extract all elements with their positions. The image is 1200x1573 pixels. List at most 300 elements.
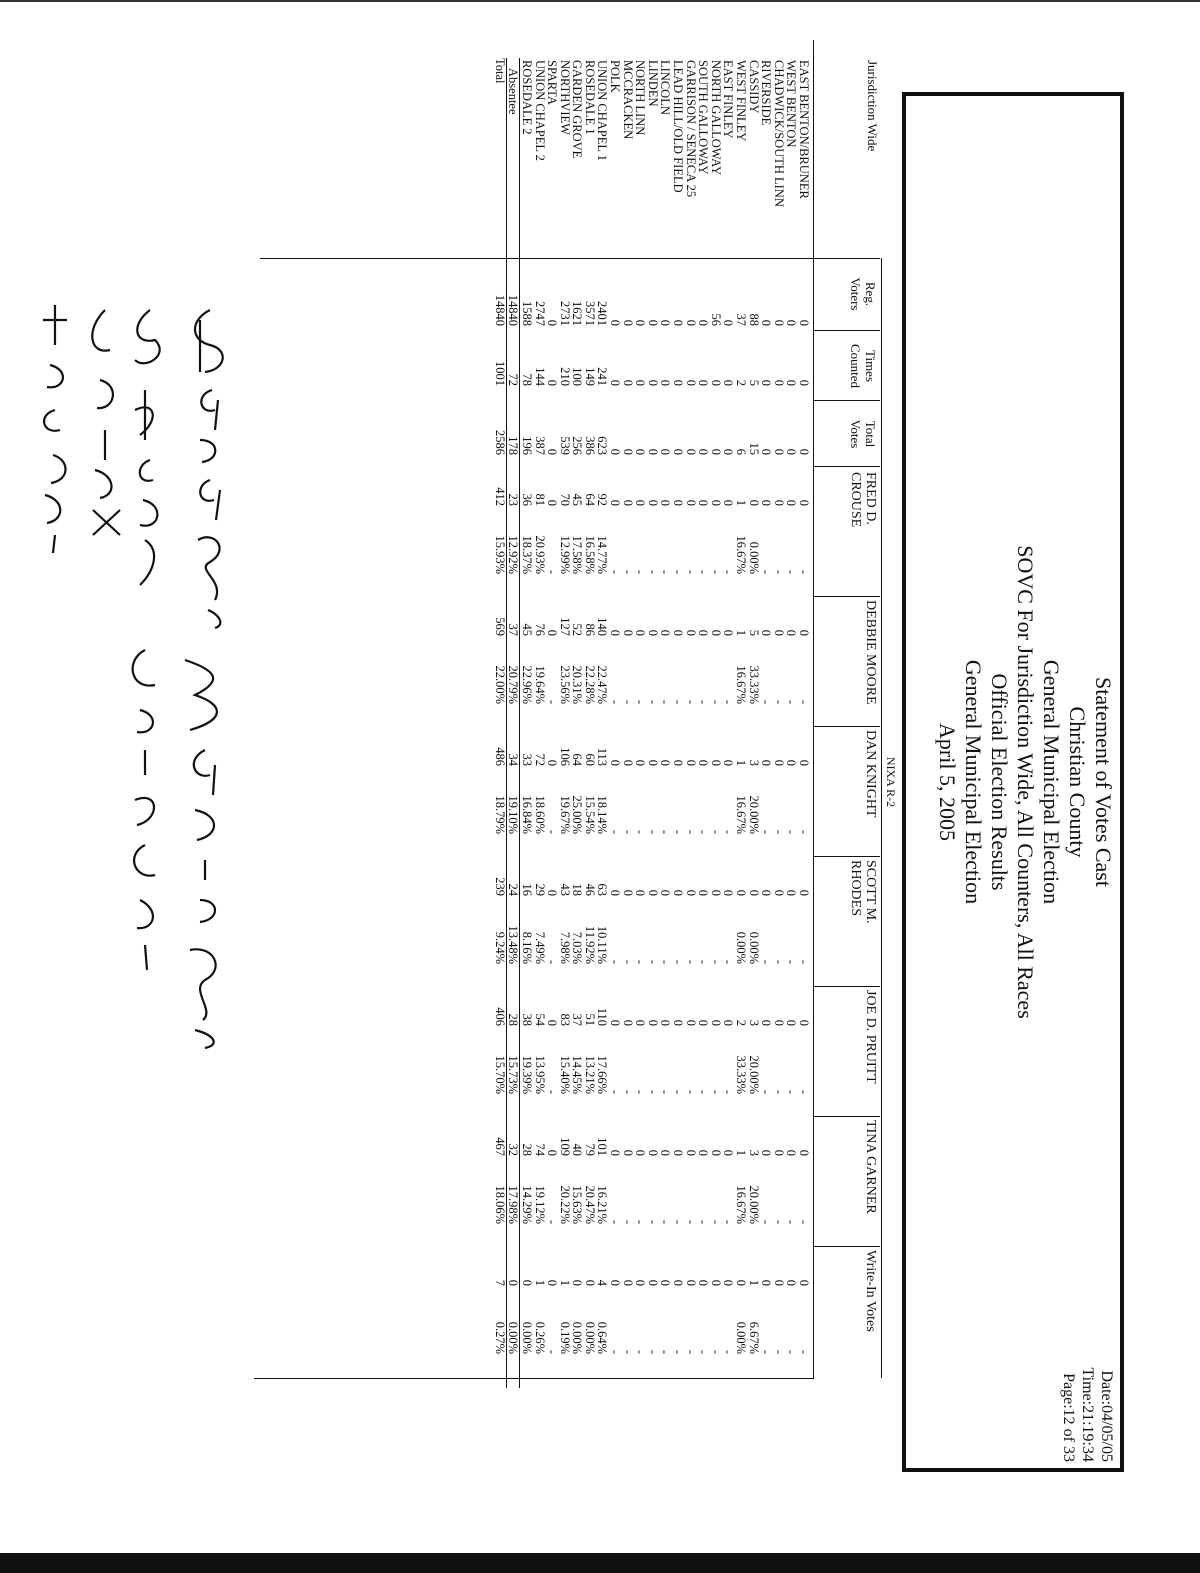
table-row	[734, 58, 747, 1388]
candidate-votes-cell: 0	[608, 1019, 623, 1026]
candidate-votes-cell: 0	[784, 629, 799, 636]
title-line-1: Statement of Votes Cast	[1091, 676, 1116, 887]
candidate-votes-cell: 0	[658, 1149, 673, 1156]
candidate-votes-cell: 0	[671, 629, 686, 636]
times-counted-cell: 149	[582, 367, 597, 386]
candidate-percent-cell: -	[633, 569, 648, 574]
candidate-percent-cell: -	[696, 959, 711, 964]
table-row	[671, 58, 684, 1388]
candidate-header-crouse	[848, 472, 878, 592]
candidate-percent-cell: -	[797, 959, 811, 964]
candidate-votes-cell: 29	[532, 883, 547, 896]
title-line-2: Christian County	[1065, 706, 1090, 858]
candidate-votes-cell: 51	[582, 1013, 597, 1026]
candidate-percent-cell: -	[633, 1219, 648, 1224]
candidate-percent-cell: 0.00%	[734, 1321, 749, 1354]
candidate-header-knight: DAN KNIGHT	[863, 730, 878, 818]
candidate-percent-cell: -	[645, 1349, 660, 1354]
candidate-votes-cell: 0	[759, 629, 774, 636]
candidate-votes-cell: 0	[771, 889, 786, 896]
candidate-votes-cell: 3	[746, 759, 761, 766]
candidate-votes-cell: 0	[771, 1279, 786, 1286]
candidate-votes-cell: 0	[759, 889, 774, 896]
table-row	[772, 58, 785, 1388]
col-rule	[814, 726, 880, 727]
candidate-votes-cell: 37	[506, 623, 521, 636]
candidate-votes-cell: 60	[582, 753, 597, 766]
candidate-percent-cell: 19.67%	[557, 795, 572, 834]
col-rule	[814, 986, 880, 987]
table-row	[760, 58, 773, 1388]
candidate-percent-cell: 0.00%	[746, 931, 761, 964]
candidate-percent-cell: 33.33%	[734, 1055, 749, 1094]
times-counted-cell: 72	[506, 373, 521, 386]
candidate-percent-cell: -	[708, 1089, 723, 1094]
candidate-percent-cell: 14.77%	[595, 535, 610, 574]
candidate-votes-cell: 0	[696, 889, 711, 896]
candidate-header-moore: DEBBIE MOORE	[863, 600, 878, 705]
candidate-votes-cell: 1	[734, 1149, 749, 1156]
total-votes-cell: 0	[645, 448, 660, 455]
candidate-votes-cell: 0	[570, 1279, 585, 1286]
candidate-percent-cell: 15.73%	[506, 1055, 521, 1094]
candidate-percent-cell: -	[683, 699, 698, 704]
candidate-percent-cell: 16.67%	[734, 535, 749, 574]
candidate-percent-cell: 18.06%	[492, 1185, 507, 1224]
total-votes-cell: 178	[506, 436, 521, 455]
candidate-votes-cell: 2	[734, 1019, 749, 1026]
candidate-votes-cell: 86	[582, 623, 597, 636]
times-counted-cell: 0	[683, 379, 698, 386]
candidate-votes-cell: 0	[608, 1279, 623, 1286]
times-counted-cell: 0	[696, 379, 711, 386]
candidate-percent-cell: 0.00%	[734, 931, 749, 964]
reg-voters-cell: 0	[608, 319, 623, 326]
candidate-votes-cell: 0	[771, 499, 786, 506]
candidate-percent-cell: -	[620, 1349, 635, 1354]
candidate-votes-cell: 467	[492, 1137, 507, 1156]
times-counted-cell: 78	[519, 373, 534, 386]
candidate-votes-cell: 0	[608, 629, 623, 636]
reg-voters-cell: 1588	[519, 301, 534, 326]
candidate-percent-cell: 17.58%	[570, 535, 585, 574]
candidate-votes-cell: 38	[519, 1013, 534, 1026]
candidate-percent-cell: -	[645, 569, 660, 574]
candidate-votes-cell: 0	[658, 629, 673, 636]
candidate-percent-cell: 16.67%	[734, 665, 749, 704]
candidate-percent-cell: -	[608, 959, 623, 964]
candidate-votes-cell: 0	[658, 1279, 673, 1286]
candidate-votes-cell: 0	[545, 1279, 560, 1286]
candidate-votes-cell: 23	[506, 493, 521, 506]
candidate-votes-cell: 0	[721, 1149, 736, 1156]
table-row	[646, 58, 659, 1388]
candidate-votes-cell: 28	[506, 1013, 521, 1026]
table-row	[583, 58, 596, 1388]
candidate-votes-cell: 33	[519, 753, 534, 766]
total-votes-cell: 623	[595, 436, 610, 455]
candidate-percent-cell: -	[797, 829, 811, 834]
col-rule	[814, 1246, 880, 1247]
candidate-percent-cell: 22.96%	[519, 665, 534, 704]
total-votes-cell: 15	[746, 442, 761, 455]
candidate-percent-cell: -	[658, 829, 673, 834]
reg-voters-cell: 2747	[532, 301, 547, 326]
total-votes-cell: 0	[784, 448, 799, 455]
times-counted-cell: 144	[532, 367, 547, 386]
reg-voters-cell: 0	[784, 319, 799, 326]
signature-2	[175, 650, 235, 1050]
candidate-percent-cell: -	[633, 1089, 648, 1094]
total-votes-cell: 0	[759, 448, 774, 455]
times-counted-cell: 1001	[492, 361, 507, 386]
table-row	[507, 58, 521, 1388]
candidate-percent-cell: -	[696, 829, 711, 834]
candidate-votes-cell: 0	[797, 759, 811, 766]
candidate-percent-cell: 8.16%	[519, 931, 534, 964]
candidate-percent-cell: 20.00%	[746, 795, 761, 834]
candidate-percent-cell: -	[658, 1089, 673, 1094]
candidate-votes-cell: 7	[492, 1279, 507, 1286]
candidate-percent-cell: -	[620, 959, 635, 964]
times-counted-cell: 0	[608, 379, 623, 386]
col-rule	[814, 330, 880, 331]
candidate-votes-cell: 40	[570, 1143, 585, 1156]
reg-voters-cell: 0	[683, 319, 698, 326]
candidate-votes-cell: 76	[532, 623, 547, 636]
candidate-votes-cell: 45	[519, 623, 534, 636]
title-line-7: April 5, 2005	[935, 723, 960, 841]
candidate-percent-cell: 20.22%	[557, 1185, 572, 1224]
candidate-votes-cell: 64	[570, 753, 585, 766]
candidate-percent-cell: 10.11%	[595, 925, 610, 964]
row-label: MCCRACKEN	[620, 60, 635, 140]
candidate-percent-cell: 22.47%	[595, 665, 610, 704]
row-label: ROSEDALE 1	[582, 60, 597, 135]
candidate-percent-cell: -	[683, 829, 698, 834]
candidate-votes-cell: 0	[608, 1149, 623, 1156]
scan-bottom-band	[0, 1553, 1200, 1573]
candidate-percent-cell: -	[771, 699, 786, 704]
candidate-votes-cell: 0	[746, 889, 761, 896]
candidate-percent-cell: 0.00%	[582, 1321, 597, 1354]
row-label: Absentee	[506, 68, 521, 115]
candidate-votes-cell: 0	[671, 1149, 686, 1156]
candidate-percent-cell: -	[797, 699, 811, 704]
candidate-votes-cell: 0	[683, 1149, 698, 1156]
candidate-percent-cell: 19.64%	[532, 665, 547, 704]
candidate-percent-cell: -	[671, 829, 686, 834]
candidate-percent-cell: 15.70%	[492, 1055, 507, 1094]
candidate-votes-cell: 0	[658, 759, 673, 766]
candidate-votes-cell: 0	[721, 629, 736, 636]
candidate-percent-cell: -	[696, 1349, 711, 1354]
candidate-percent-cell: -	[671, 699, 686, 704]
candidate-percent-cell: 15.63%	[570, 1185, 585, 1224]
report-meta	[1059, 1367, 1116, 1462]
candidate-percent-cell: 0.19%	[557, 1321, 572, 1354]
candidate-percent-cell: -	[620, 569, 635, 574]
candidate-percent-cell: -	[708, 959, 723, 964]
times-counted-cell: 210	[557, 367, 572, 386]
candidate-percent-cell: -	[696, 569, 711, 574]
report-page: Page:12 of 33	[1060, 1373, 1077, 1462]
total-votes-cell: 0	[633, 448, 648, 455]
candidate-percent-cell: -	[620, 699, 635, 704]
candidate-percent-cell: -	[608, 569, 623, 574]
candidate-votes-cell: 1	[734, 629, 749, 636]
title-line-3: General Municipal Election	[1039, 659, 1064, 905]
candidate-percent-cell: 18.79%	[492, 795, 507, 834]
candidate-votes-cell: 0	[797, 1019, 811, 1026]
candidate-percent-cell: -	[759, 699, 774, 704]
jurisdiction-header: Jurisdiction Wide	[865, 60, 880, 152]
candidate-percent-cell: -	[708, 1219, 723, 1224]
candidate-percent-cell: 17.98%	[506, 1185, 521, 1224]
candidate-votes-cell: 0	[645, 499, 660, 506]
candidate-percent-cell: -	[771, 829, 786, 834]
candidate-votes-cell: 0	[797, 629, 811, 636]
candidate-votes-cell: 140	[595, 617, 610, 636]
candidate-percent-cell: -	[759, 569, 774, 574]
candidate-percent-cell: -	[721, 1349, 736, 1354]
candidate-votes-cell: 0	[671, 1279, 686, 1286]
candidate-votes-cell: 46	[582, 883, 597, 896]
candidate-votes-cell: 486	[492, 747, 507, 766]
candidate-percent-cell: -	[784, 959, 799, 964]
reg-voters-cell: 0	[721, 319, 736, 326]
candidate-percent-cell: -	[671, 1089, 686, 1094]
times-counted-cell: 0	[721, 379, 736, 386]
candidate-votes-cell: 0	[721, 759, 736, 766]
reg-voters-cell: 0	[671, 319, 686, 326]
total-votes-cell: 0	[671, 448, 686, 455]
candidate-votes-cell: 5	[746, 629, 761, 636]
candidate-percent-cell: 16.21%	[595, 1185, 610, 1224]
candidate-percent-cell: -	[721, 699, 736, 704]
candidate-percent-cell: -	[545, 829, 560, 834]
table-row	[533, 58, 546, 1388]
candidate-votes-cell: 70	[557, 493, 572, 506]
times-counted-header	[848, 334, 878, 398]
candidate-votes-cell: 0	[645, 629, 660, 636]
times-counted-cell: 0	[658, 379, 673, 386]
total-votes-cell: 2586	[492, 430, 507, 455]
candidate-percent-cell: -	[633, 1349, 648, 1354]
row-label: LINDEN	[645, 60, 660, 107]
candidate-percent-cell: -	[721, 1219, 736, 1224]
row-label: LINCOLN	[658, 60, 673, 115]
candidate-votes-cell: 0	[696, 1279, 711, 1286]
row-label: CHADWICK/SOUTH LINN	[771, 60, 786, 207]
candidate-votes-cell: 0	[658, 1019, 673, 1026]
candidate-votes-cell: 0	[708, 1149, 723, 1156]
candidate-votes-cell: 0	[797, 1149, 811, 1156]
candidate-votes-cell: 0	[784, 1279, 799, 1286]
reg-voters-cell: 0	[545, 319, 560, 326]
candidate-votes-cell: 0	[645, 889, 660, 896]
candidate-votes-cell: 24	[506, 883, 521, 896]
candidate-percent-cell: -	[797, 1349, 811, 1354]
candidate-votes-cell: 0	[645, 1019, 660, 1026]
times-counted-cell: 0	[759, 379, 774, 386]
candidate-percent-cell: 9.24%	[492, 931, 507, 964]
candidate-votes-cell: 0	[519, 1279, 534, 1286]
candidate-header-rhodes-l2: RHODES	[848, 860, 863, 917]
candidate-votes-cell: 0	[721, 499, 736, 506]
candidate-percent-cell: -	[620, 829, 635, 834]
row-label: UNION CHAPEL 2	[532, 60, 547, 161]
candidate-votes-cell: 0	[545, 629, 560, 636]
candidate-votes-cell: 127	[557, 617, 572, 636]
total-votes-header-l1: Total	[863, 420, 878, 448]
candidate-header-writein: Write-In Votes	[863, 1250, 878, 1332]
candidate-percent-cell: 0.26%	[532, 1321, 547, 1354]
candidate-votes-cell: 239	[492, 877, 507, 896]
candidate-percent-cell: 15.93%	[492, 535, 507, 574]
candidate-percent-cell: -	[784, 569, 799, 574]
candidate-percent-cell: -	[708, 569, 723, 574]
candidate-percent-cell: -	[721, 829, 736, 834]
reg-voters-header-l1: Reg.	[863, 281, 878, 307]
report-date: Date:04/05/05	[1098, 1370, 1115, 1462]
candidate-percent-cell: 17.66%	[595, 1055, 610, 1094]
signature-4	[115, 640, 175, 980]
candidate-percent-cell: -	[759, 1219, 774, 1224]
table-row	[493, 58, 507, 1388]
candidate-votes-cell: 110	[595, 1007, 610, 1026]
candidate-votes-cell: 0	[671, 759, 686, 766]
candidate-votes-cell: 54	[532, 1013, 547, 1026]
total-votes-cell: 0	[797, 448, 811, 455]
candidate-votes-cell: 0	[506, 1279, 521, 1286]
candidate-votes-cell: 0	[645, 1149, 660, 1156]
candidate-percent-cell: -	[784, 829, 799, 834]
candidate-votes-cell: 64	[582, 493, 597, 506]
row-label: NORTH GALLOWAY	[708, 60, 723, 176]
candidate-votes-cell: 45	[570, 493, 585, 506]
candidate-votes-cell: 0	[633, 889, 648, 896]
candidate-votes-cell: 32	[506, 1143, 521, 1156]
times-counted-cell: 2	[734, 379, 749, 386]
candidate-percent-cell: 18.37%	[519, 535, 534, 574]
reg-voters-cell: 1621	[570, 301, 585, 326]
candidate-percent-cell: -	[721, 569, 736, 574]
candidate-votes-cell: 0	[708, 629, 723, 636]
candidate-percent-cell: -	[721, 1089, 736, 1094]
reg-voters-cell: 0	[771, 319, 786, 326]
candidate-votes-cell: 63	[595, 883, 610, 896]
candidate-votes-cell: 0	[797, 889, 811, 896]
candidate-percent-cell: 22.28%	[582, 665, 597, 704]
candidate-percent-cell: -	[683, 959, 698, 964]
times-counted-cell: 0	[620, 379, 635, 386]
candidate-votes-cell: 0	[633, 499, 648, 506]
times-counted-cell: 241	[595, 367, 610, 386]
candidate-percent-cell: 20.47%	[582, 1185, 597, 1224]
candidate-percent-cell: -	[683, 1089, 698, 1094]
candidate-votes-cell: 0	[633, 1279, 648, 1286]
table-row	[684, 58, 697, 1388]
candidate-percent-cell: 7.98%	[557, 931, 572, 964]
candidate-percent-cell: -	[759, 829, 774, 834]
times-counted-cell: 0	[708, 379, 723, 386]
candidate-votes-cell: 0	[671, 1019, 686, 1026]
candidate-percent-cell: 20.79%	[506, 665, 521, 704]
candidate-votes-cell: 3	[746, 1149, 761, 1156]
candidate-votes-cell: 0	[633, 759, 648, 766]
candidate-votes-cell: 0	[633, 629, 648, 636]
candidate-votes-cell: 106	[557, 747, 572, 766]
table-row	[697, 58, 710, 1388]
candidate-votes-cell: 0	[683, 1019, 698, 1026]
candidate-votes-cell: 0	[683, 759, 698, 766]
candidate-votes-cell: 113	[595, 747, 610, 766]
candidate-votes-cell: 1	[557, 1279, 572, 1286]
candidate-percent-cell: -	[721, 959, 736, 964]
candidate-votes-cell: 3	[746, 1019, 761, 1026]
candidate-percent-cell: 20.31%	[570, 665, 585, 704]
candidate-votes-cell: 101	[595, 1137, 610, 1156]
candidate-percent-cell: -	[784, 699, 799, 704]
total-votes-cell: 196	[519, 436, 534, 455]
candidate-percent-cell: 15.54%	[582, 795, 597, 834]
reg-voters-cell: 2731	[557, 301, 572, 326]
candidate-votes-cell: 0	[759, 759, 774, 766]
candidate-votes-cell: 0	[633, 1149, 648, 1156]
candidate-percent-cell: -	[683, 569, 698, 574]
candidate-votes-cell: 0	[620, 1019, 635, 1026]
times-counted-header-l1: Times	[863, 349, 878, 383]
reg-voters-cell: 0	[759, 319, 774, 326]
candidate-percent-cell: -	[658, 699, 673, 704]
row-label: UNION CHAPEL 1	[595, 60, 610, 161]
row-label: GARDEN GROVE	[570, 60, 585, 159]
candidate-votes-cell: 0	[683, 1279, 698, 1286]
row-label: GARRISON / SENECA 25	[683, 60, 698, 198]
candidate-header-crouse-l2: CROUSE	[848, 472, 863, 528]
total-votes-cell: 386	[582, 436, 597, 455]
candidate-percent-cell: 13.95%	[532, 1055, 547, 1094]
candidate-votes-cell: 1	[746, 1279, 761, 1286]
total-votes-cell: 256	[570, 436, 585, 455]
table-row	[520, 58, 533, 1388]
table-row	[722, 58, 735, 1388]
table-row	[571, 58, 584, 1388]
candidate-votes-cell: 0	[708, 889, 723, 896]
col-rule	[814, 400, 880, 401]
header-frame	[902, 92, 1124, 1472]
reg-voters-cell: 56	[708, 313, 723, 326]
candidate-votes-cell: 28	[519, 1143, 534, 1156]
candidate-percent-cell: -	[696, 1089, 711, 1094]
total-votes-cell: 0	[620, 448, 635, 455]
candidate-percent-cell: -	[608, 1089, 623, 1094]
candidate-votes-cell: 83	[557, 1013, 572, 1026]
table-row	[609, 58, 622, 1388]
candidate-votes-cell: 0	[734, 1279, 749, 1286]
candidate-votes-cell: 18	[570, 883, 585, 896]
candidate-votes-cell: 0	[545, 1149, 560, 1156]
candidate-percent-cell: 20.00%	[746, 1185, 761, 1224]
candidate-header-crouse-l1: FRED D.	[863, 472, 878, 525]
candidate-percent-cell: 16.67%	[734, 795, 749, 834]
candidate-votes-cell: 0	[708, 1279, 723, 1286]
candidate-votes-cell: 0	[784, 759, 799, 766]
candidate-percent-cell: -	[633, 829, 648, 834]
candidate-percent-cell: -	[658, 959, 673, 964]
total-votes-cell: 0	[545, 448, 560, 455]
